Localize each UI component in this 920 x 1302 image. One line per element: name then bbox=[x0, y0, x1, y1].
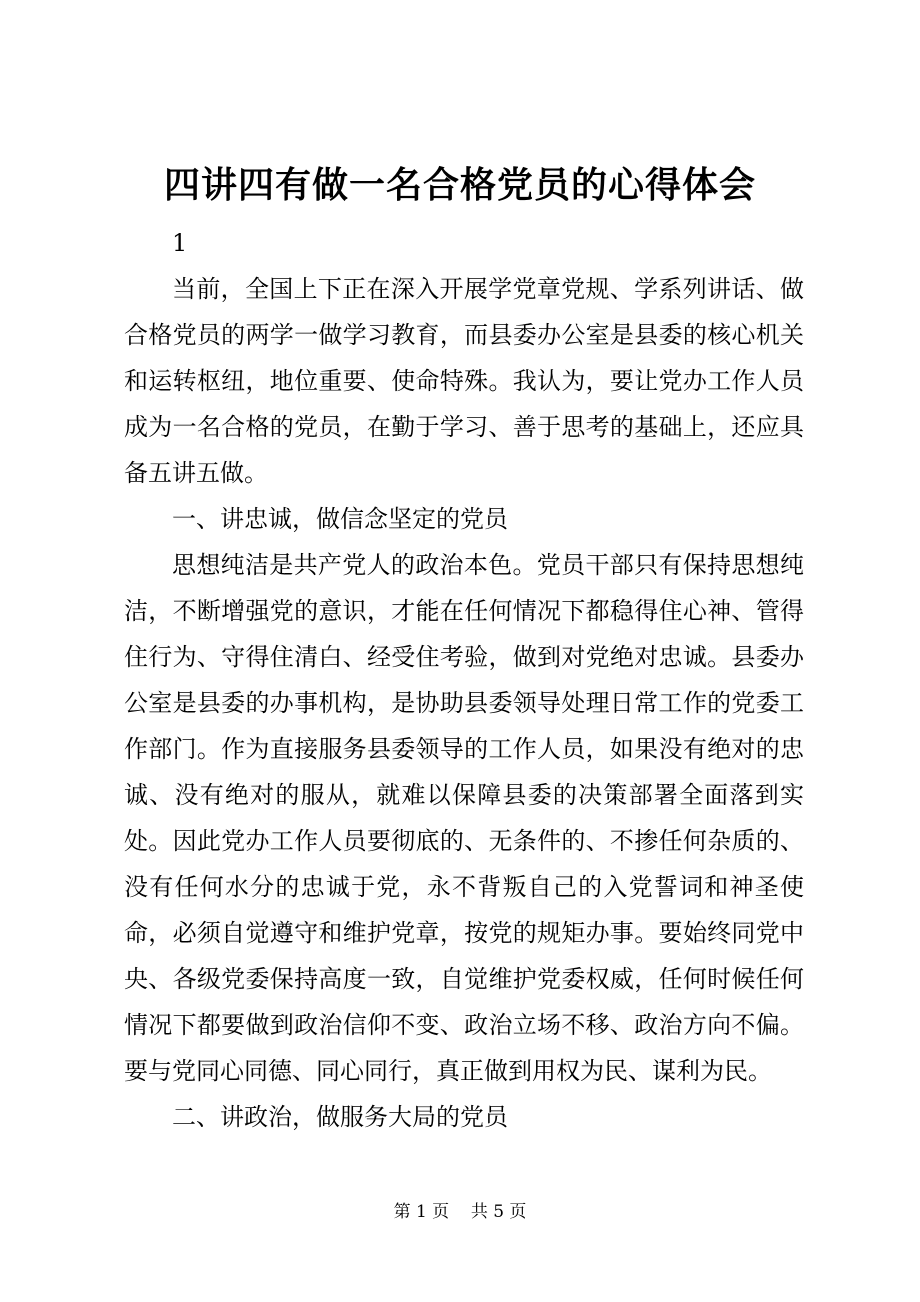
page-number: 第 1 页 bbox=[393, 1202, 450, 1222]
document-body bbox=[124, 220, 804, 1140]
document-title: 四讲四有做一名合格党员的心得体会 bbox=[163, 164, 756, 206]
paragraph-number: 1 bbox=[172, 229, 188, 257]
paragraph-loyalty: 思想纯洁是共产党人的政治本色。党员干部只有保持思想纯洁，不断增强党的意识，才能在任何情况下都稳得住心神、管得住行为、守得住清白、经受住考验，做到对党绝对忠诚。县委办公室是县委的办事机构，是协助县委领导处理日常工作的党委工作部门。作为直接服务县委领导的工作人员，如果没有绝对的忠诚、没有绝对的服从，就难以保障县委的决策部署全面落到实处。因此党办工作人员要彻底的、无条件的、不掺任何杂质的、没有任何水分的忠诚于党，永不背叛自己的入党誓词和神圣使命，必须自觉遵守和维护党章，按党的规矩办事。要始终同党中央、各级党委保持高度一致，自觉维护党委权威，任何时候任何情况下都要做到政治信仰不变、政治立场不移、政治方向不偏。要与党同心同德、同心同行，真正做到用权为民、谋利为民。 bbox=[124, 551, 804, 1085]
paragraph-intro: 当前，全国上下正在深入开展学党章党规、学系列讲话、做合格党员的两学一做学习教育，而县委办公室是县委的核心机关和运转枢纽，地位重要、使命特殊。我认为，要让党办工作人员成为一名合格的党员，在勤于学习、善于思考的基础上，还应具备五讲五做。 bbox=[124, 275, 804, 487]
footer-spacer bbox=[455, 1202, 466, 1222]
section-heading-2: 二、讲政治，做服务大局的党员 bbox=[172, 1103, 508, 1131]
page-total: 共 5 页 bbox=[470, 1202, 527, 1222]
section-heading-1: 一、讲忠诚，做信念坚定的党员 bbox=[172, 505, 508, 533]
page-footer bbox=[0, 1198, 920, 1226]
